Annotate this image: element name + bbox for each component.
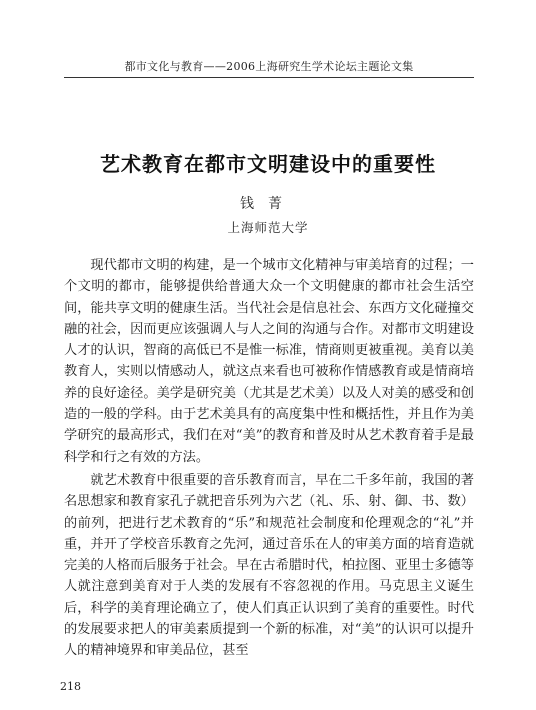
header-rule [64,77,474,78]
page-number: 218 [60,680,81,693]
body-paragraph: 现代都市文明的构建，是一个城市文化精神与审美培育的过程；一个文明的都市，能够提供给普通大众一个文明健康的都市社会生活空间，能共享文明的健康生活。当代社会是信息社会、东西方文化碰撞交融的社会，因而更应该强调人与人之间的沟通与合作。对都市文明建设人才的认识，智商的高低已不是惟一标准，情商则更被重视。美育以美教育人，实则以情感动人，就这点来看也可被称作情感教育或是情商培养的良好途径。美学是研究美（尤其是艺术美）以及人对美的感受和创造的一般的学科。由于艺术美具有的高度集中性和概括性，并且作为美学研究的最高形式，我们在对“美”的教育和普及时从艺术教育着手是最科学和行之有效的方法。 [64,258,474,465]
article-title: 艺术教育在都市文明建设中的重要性 [100,152,436,176]
running-header: 都市文化与教育——2006上海研究生学术论坛主题论文集 [124,60,414,73]
author-name: 钱菁 [240,196,296,212]
body-paragraph: 就艺术教育中很重要的音乐教育而言，早在二千多年前，我国的著名思想家和教育家孔子就把音乐列为六艺（礼、乐、射、御、书、数）的前列，把进行艺术教育的“乐”和规范社会制度和伦理观念的“礼”并重，并开了学校音乐教育之先河，通过音乐在人的审美方面的培育造就完美的人格而后服务于社会。早在古希腊时代，柏拉图、亚里士多德等人就注意到美育对于人类的发展有不容忽视的作用。马克思主义诞生后，科学的美育理论确立了，使人们真正认识到了美育的重要性。时代的发展要求把人的审美素质提到一个新的标准，对“美”的认识可以提升人的精神境界和审美品位，甚至 [64,472,474,659]
article-body [64,255,474,662]
author-affiliation: 上海师范大学 [227,220,309,235]
